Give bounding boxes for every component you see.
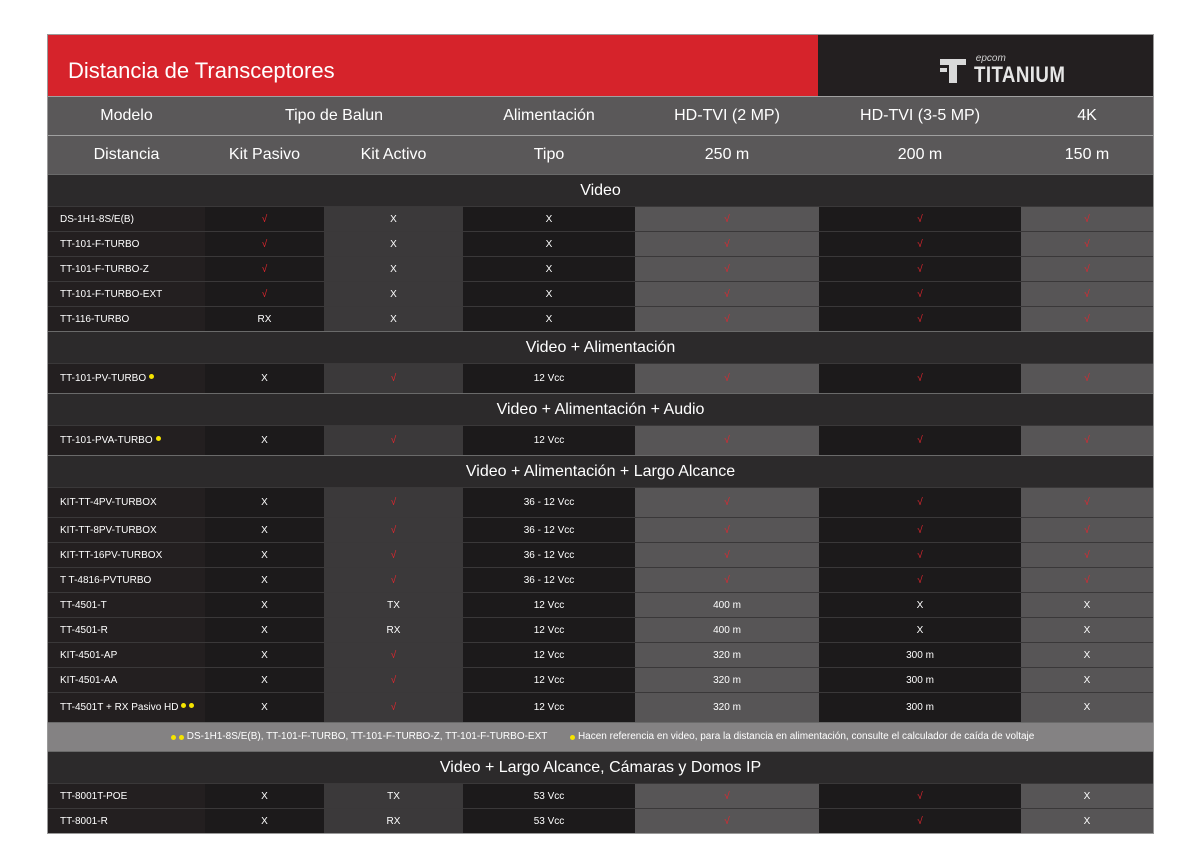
table-row xyxy=(48,426,1153,456)
table-cell: √ xyxy=(1021,257,1153,282)
table-cell: X xyxy=(205,693,324,723)
table-cell: √ xyxy=(324,643,463,668)
table-cell: RX xyxy=(205,307,324,332)
table-row xyxy=(48,364,1153,394)
section-row xyxy=(48,175,1153,207)
table-cell: X xyxy=(205,568,324,593)
table-cell: X xyxy=(205,784,324,809)
table-row xyxy=(48,307,1153,332)
table-cell: 300 m xyxy=(819,668,1021,693)
table-cell: √ xyxy=(819,232,1021,257)
banner xyxy=(48,35,1153,96)
table-cell: TX xyxy=(324,784,463,809)
table-cell: 320 m xyxy=(635,693,819,723)
table-cell: √ xyxy=(324,518,463,543)
table-cell: 12 Vcc xyxy=(463,668,635,693)
table-cell: X xyxy=(463,207,635,232)
table-cell: √ xyxy=(1021,364,1153,394)
brand-logo xyxy=(818,35,1153,96)
footnote-models: DS-1H1-8S/E(B), TT-101-F-TURBO, TT-101-F-TURBO-Z, TT-101-F-TURBO-EXT xyxy=(186,731,548,743)
table-cell: √ xyxy=(635,784,819,809)
model-cell: TT-4501-R xyxy=(48,618,205,643)
footnote-dot-icon xyxy=(171,735,176,740)
model-cell: KIT-TT-8PV-TURBOX xyxy=(48,518,205,543)
table-cell: √ xyxy=(819,207,1021,232)
table-cell: 12 Vcc xyxy=(463,364,635,394)
model-cell: KIT-4501-AA xyxy=(48,668,205,693)
table-cell: X xyxy=(324,307,463,332)
model-cell: TT-4501-T xyxy=(48,593,205,618)
section-title: Video xyxy=(48,175,1153,207)
table-cell: X xyxy=(205,426,324,456)
table-cell: √ xyxy=(205,257,324,282)
table-cell: √ xyxy=(819,518,1021,543)
table-cell: √ xyxy=(1021,568,1153,593)
table-row xyxy=(48,543,1153,568)
header-power: Alimentación xyxy=(463,97,635,136)
table-cell: 400 m xyxy=(635,593,819,618)
table-cell: √ xyxy=(205,232,324,257)
model-cell: TT-101-F-TURBO xyxy=(48,232,205,257)
table-cell: √ xyxy=(1021,488,1153,518)
table-cell: X xyxy=(1021,809,1153,834)
table-cell: 36 - 12 Vcc xyxy=(463,568,635,593)
table-cell: 12 Vcc xyxy=(463,593,635,618)
table-cell: X xyxy=(1021,784,1153,809)
header-dist-3-5mp: 200 m xyxy=(819,136,1021,175)
table-row xyxy=(48,668,1153,693)
table-cell: 12 Vcc xyxy=(463,426,635,456)
table-cell: X xyxy=(463,282,635,307)
table-cell: √ xyxy=(635,257,819,282)
header-active-kit: Kit Activo xyxy=(324,136,463,175)
footnote-dot-icon xyxy=(179,735,184,740)
table-cell: 53 Vcc xyxy=(463,809,635,834)
table-cell: X xyxy=(324,232,463,257)
table-row xyxy=(48,809,1153,834)
table-cell: √ xyxy=(1021,307,1153,332)
table-row xyxy=(48,618,1153,643)
table-cell: X xyxy=(324,257,463,282)
table-cell: √ xyxy=(324,543,463,568)
table-cell: TX xyxy=(324,593,463,618)
table-row xyxy=(48,593,1153,618)
table-cell: √ xyxy=(1021,207,1153,232)
table-cell: √ xyxy=(1021,543,1153,568)
section-title: Video + Largo Alcance, Cámaras y Domos IP xyxy=(48,752,1153,784)
table-cell: 320 m xyxy=(635,643,819,668)
table-cell: X xyxy=(205,593,324,618)
table-cell: √ xyxy=(324,568,463,593)
table-cell: √ xyxy=(819,426,1021,456)
table-cell: √ xyxy=(819,784,1021,809)
model-cell: KIT-4501-AP xyxy=(48,643,205,668)
table-cell: √ xyxy=(205,207,324,232)
model-cell xyxy=(48,693,205,723)
model-label: TT-101-PVA-TURBO xyxy=(60,435,153,446)
model-cell: KIT-TT-16PV-TURBOX xyxy=(48,543,205,568)
logo-big-text: TITANIUM xyxy=(973,61,1066,87)
header-dist-4k: 150 m xyxy=(1021,136,1153,175)
table-cell: X xyxy=(463,257,635,282)
header-row-2 xyxy=(48,136,1153,175)
table-row xyxy=(48,232,1153,257)
table-cell: X xyxy=(205,543,324,568)
table-cell: √ xyxy=(635,426,819,456)
header-passive-kit: Kit Pasivo xyxy=(205,136,324,175)
table-cell: X xyxy=(205,364,324,394)
table-cell: √ xyxy=(1021,426,1153,456)
table-cell: X xyxy=(1021,593,1153,618)
table-cell: X xyxy=(205,809,324,834)
table-cell: √ xyxy=(819,488,1021,518)
table-cell: √ xyxy=(635,488,819,518)
section-row xyxy=(48,394,1153,426)
table-cell: 53 Vcc xyxy=(463,784,635,809)
table-cell: 36 - 12 Vcc xyxy=(463,543,635,568)
section-row xyxy=(48,752,1153,784)
table-row xyxy=(48,257,1153,282)
table-cell: 12 Vcc xyxy=(463,693,635,723)
logo-small-text: epcom xyxy=(975,52,1006,64)
table-cell: √ xyxy=(1021,232,1153,257)
model-cell: TT-8001T-POE xyxy=(48,784,205,809)
header-row-1 xyxy=(48,97,1153,136)
header-model: Modelo xyxy=(48,97,205,136)
footnote-dot-icon xyxy=(149,374,154,379)
table-cell: √ xyxy=(1021,518,1153,543)
model-label: TT-4501T + RX Pasivo HD xyxy=(60,702,179,713)
footnote-row xyxy=(48,723,1153,752)
table-cell: 12 Vcc xyxy=(463,618,635,643)
header-4k: 4K xyxy=(1021,97,1153,136)
table-cell: 36 - 12 Vcc xyxy=(463,488,635,518)
table-cell: 300 m xyxy=(819,693,1021,723)
table-row xyxy=(48,282,1153,307)
footnote-dot-icon xyxy=(181,703,186,708)
footnote-cell xyxy=(48,723,1153,752)
table-cell: X xyxy=(324,207,463,232)
table-cell: √ xyxy=(635,568,819,593)
table-row xyxy=(48,568,1153,593)
model-cell xyxy=(48,364,205,394)
table-row xyxy=(48,488,1153,518)
table-row xyxy=(48,207,1153,232)
table-cell: 12 Vcc xyxy=(463,643,635,668)
table-cell: 320 m xyxy=(635,668,819,693)
section-title: Video + Alimentación xyxy=(48,332,1153,364)
table-row xyxy=(48,784,1153,809)
table-cell: X xyxy=(205,643,324,668)
footnote-text: Hacen referencia en video, para la distancia en alimentación, consulte el calculador de caída de voltaje xyxy=(577,731,1035,743)
table-cell: √ xyxy=(635,232,819,257)
section-title: Video + Alimentación + Largo Alcance xyxy=(48,456,1153,488)
table-cell: √ xyxy=(819,364,1021,394)
footnote-dot-icon xyxy=(570,735,575,740)
header-balun-type: Tipo de Balun xyxy=(205,97,463,136)
table-cell: √ xyxy=(635,207,819,232)
header-hdtvi-3-5mp: HD-TVI (3-5 MP) xyxy=(819,97,1021,136)
transceiver-table xyxy=(48,96,1153,833)
table-cell: RX xyxy=(324,618,463,643)
table-cell: X xyxy=(463,307,635,332)
page-title: Distancia de Transceptores xyxy=(48,35,818,96)
table-cell: √ xyxy=(819,257,1021,282)
table-cell: √ xyxy=(324,668,463,693)
table-cell: √ xyxy=(324,693,463,723)
table-row xyxy=(48,518,1153,543)
table-cell: X xyxy=(819,618,1021,643)
table-cell: X xyxy=(205,668,324,693)
model-cell: TT-116-TURBO xyxy=(48,307,205,332)
section-title: Video + Alimentación + Audio xyxy=(48,394,1153,426)
model-cell: TT-101-F-TURBO-EXT xyxy=(48,282,205,307)
table-cell: X xyxy=(324,282,463,307)
section-row xyxy=(48,456,1153,488)
table-cell: X xyxy=(1021,643,1153,668)
table-cell: 36 - 12 Vcc xyxy=(463,518,635,543)
footnote-dot-icon xyxy=(156,436,161,441)
table-cell: √ xyxy=(819,809,1021,834)
section-row xyxy=(48,332,1153,364)
table-cell: X xyxy=(819,593,1021,618)
header-dist-2mp: 250 m xyxy=(635,136,819,175)
table-cell: X xyxy=(1021,618,1153,643)
table-cell: √ xyxy=(324,364,463,394)
table-cell: √ xyxy=(635,282,819,307)
titanium-logo-icon xyxy=(940,56,966,84)
table-cell: X xyxy=(463,232,635,257)
table-cell: √ xyxy=(635,543,819,568)
table-cell: X xyxy=(205,488,324,518)
model-label: TT-101-PV-TURBO xyxy=(60,373,147,384)
table-cell: √ xyxy=(635,809,819,834)
table-cell: 300 m xyxy=(819,643,1021,668)
model-cell: DS-1H1-8S/E(B) xyxy=(48,207,205,232)
table-cell: √ xyxy=(635,307,819,332)
header-type: Tipo xyxy=(463,136,635,175)
table-cell: √ xyxy=(819,307,1021,332)
table-cell: √ xyxy=(819,282,1021,307)
table-cell: √ xyxy=(324,488,463,518)
model-cell: TT-8001-R xyxy=(48,809,205,834)
table-cell: √ xyxy=(324,426,463,456)
header-distance: Distancia xyxy=(48,136,205,175)
table-cell: √ xyxy=(819,543,1021,568)
model-cell: TT-101-F-TURBO-Z xyxy=(48,257,205,282)
header-hdtvi-2mp: HD-TVI (2 MP) xyxy=(635,97,819,136)
table-cell: √ xyxy=(205,282,324,307)
table-cell: 400 m xyxy=(635,618,819,643)
table-cell: X xyxy=(205,618,324,643)
model-cell: KIT-TT-4PV-TURBOX xyxy=(48,488,205,518)
table-cell: X xyxy=(1021,693,1153,723)
table-cell: √ xyxy=(819,568,1021,593)
table-cell: √ xyxy=(635,364,819,394)
table-cell: X xyxy=(1021,668,1153,693)
footnote-dot-icon xyxy=(189,703,194,708)
model-cell: T T-4816-PVTURBO xyxy=(48,568,205,593)
table-row xyxy=(48,643,1153,668)
table-cell: X xyxy=(205,518,324,543)
distance-table-sheet xyxy=(47,34,1154,834)
table-row xyxy=(48,693,1153,723)
table-cell: √ xyxy=(1021,282,1153,307)
table-cell: RX xyxy=(324,809,463,834)
table-cell: √ xyxy=(635,518,819,543)
model-cell xyxy=(48,426,205,456)
